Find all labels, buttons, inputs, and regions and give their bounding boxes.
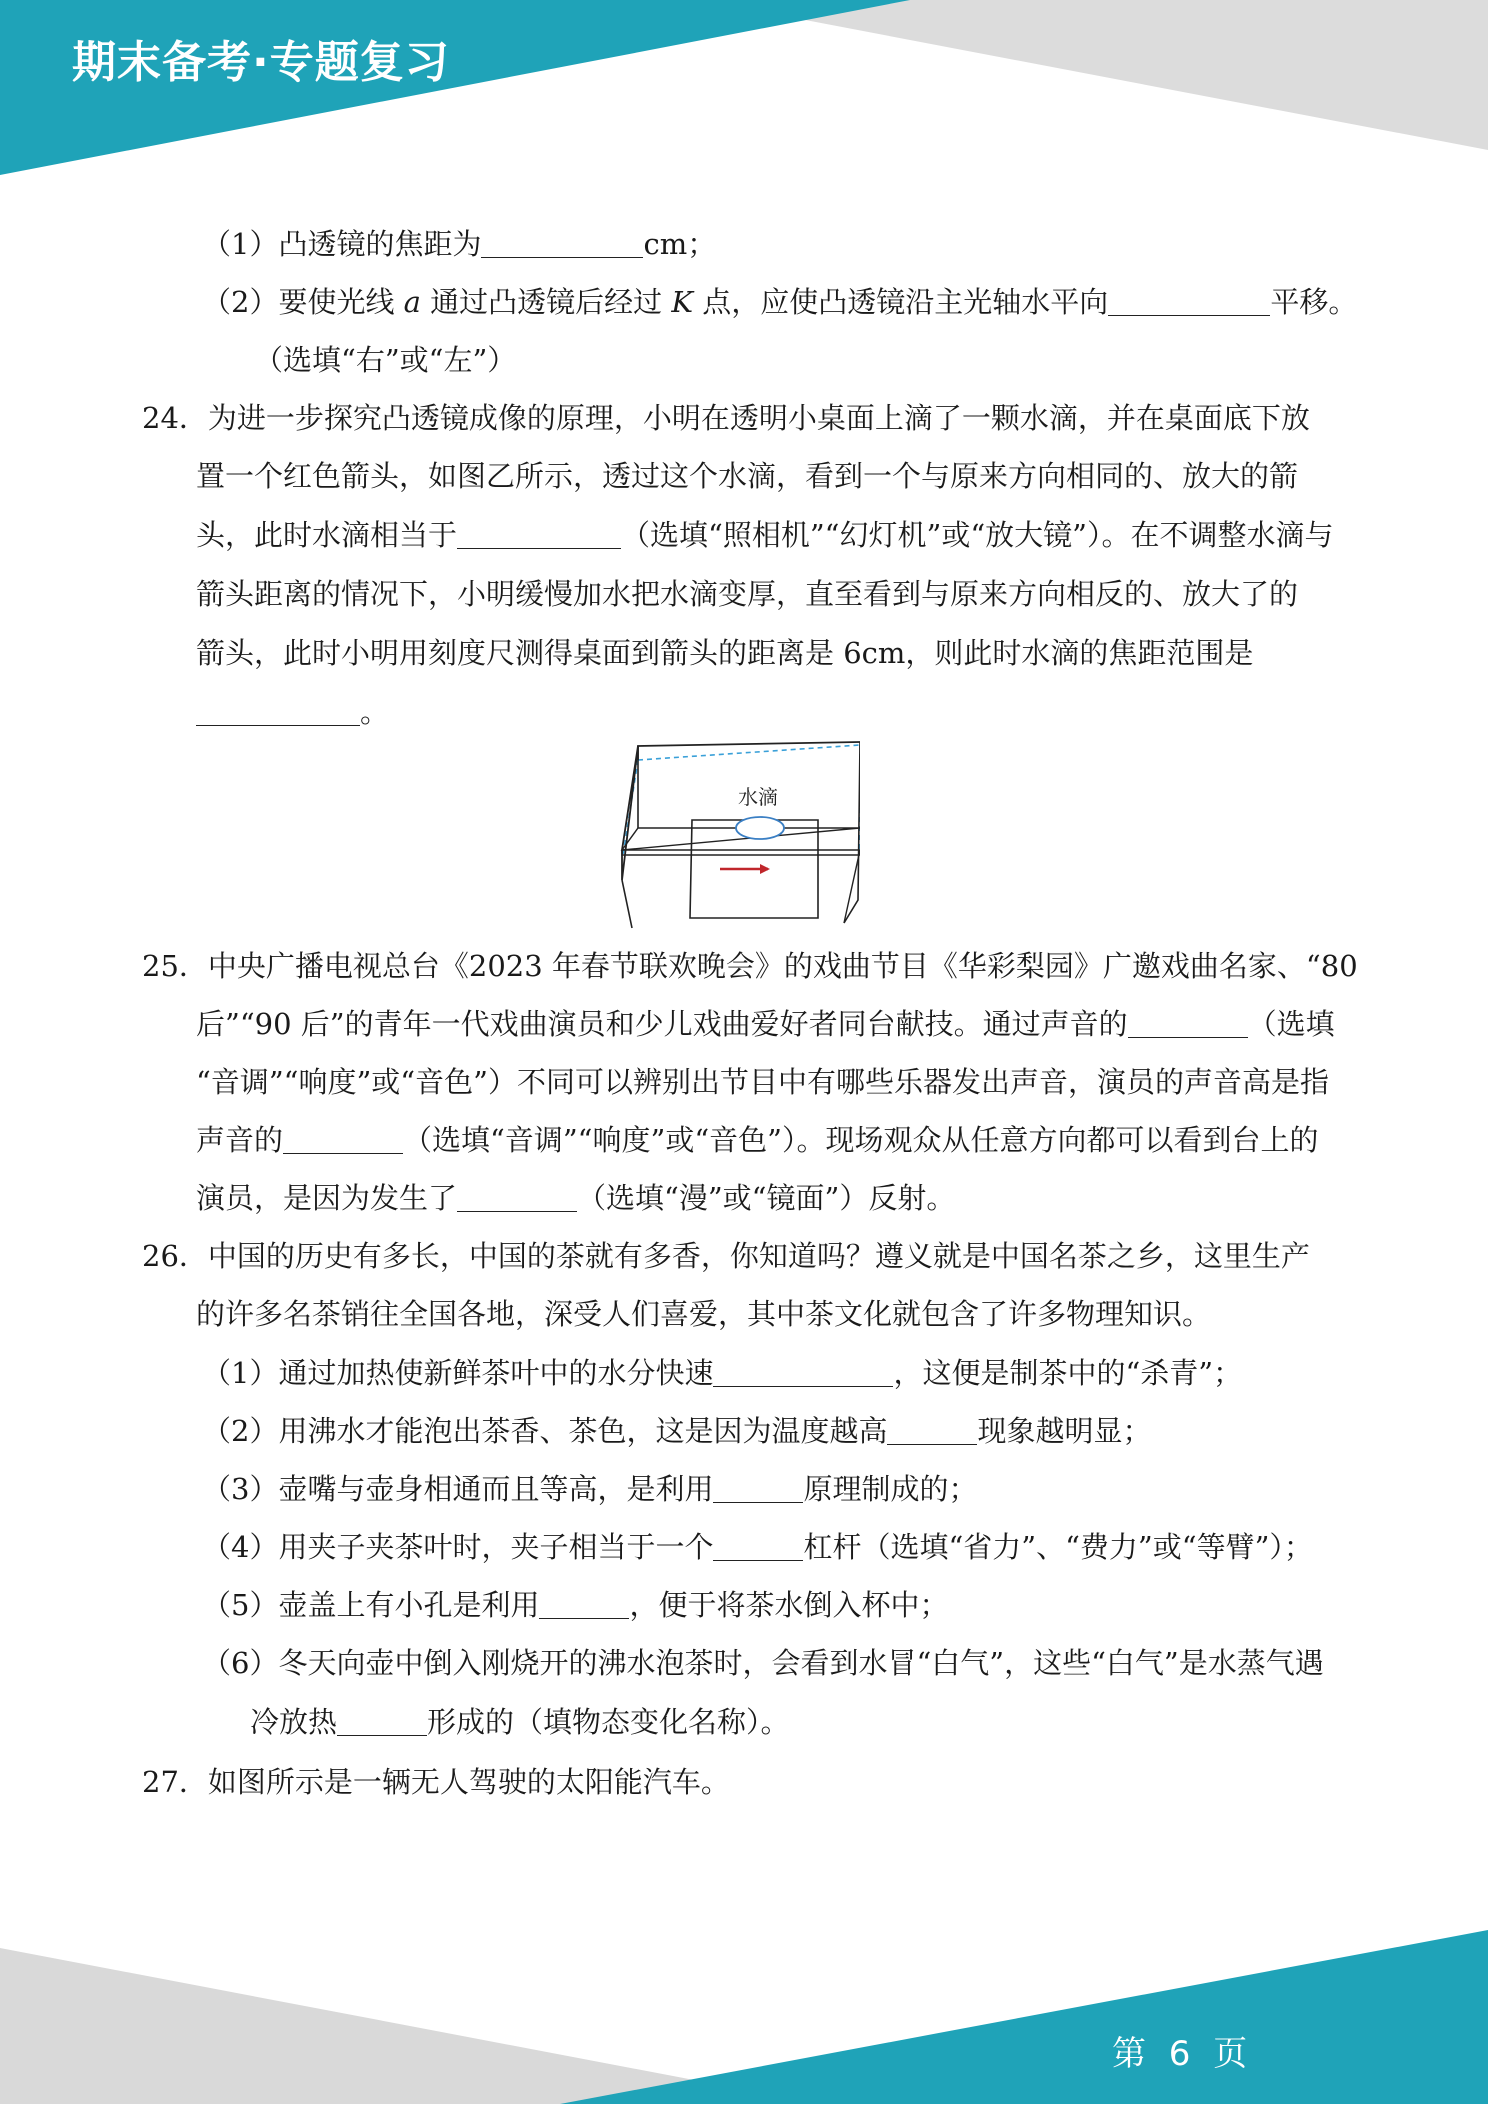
answer-blank[interactable] [713, 1530, 803, 1561]
left-leg [622, 880, 632, 928]
footer-teal-band [560, 1930, 1488, 2104]
q25-line2: 后”“90 后”的青年一代戏曲演员和少儿戏曲爱好者同台献技。通过声音的 （选填 [196, 1007, 1335, 1041]
red-arrow-head [760, 864, 770, 874]
left-side-panel [622, 746, 638, 880]
q26-sub4: （4）用夹子夹茶叶时，夹子相当于一个 杠杆（选填“省力”、“费力”或“等臂”）； [202, 1530, 1313, 1564]
q26-line2: 的许多名茶销往全国各地，深受人们喜爱，其中茶文化就包含了许多物理知识。 [196, 1297, 1212, 1331]
answer-blank[interactable] [887, 1414, 977, 1445]
right-leg [844, 742, 860, 923]
q24-line5: 箭头，此时小明用刻度尺测得桌面到箭头的距离是 6cm，则此时水滴的焦距范围是 [196, 636, 1254, 670]
q24-line3: 头，此时水滴相当于 （选填“照相机”“幻灯机”或“放大镜”）。在不调整水滴与 [196, 518, 1334, 552]
q26-sub3: （3）壶嘴与壶身相通而且等高，是利用 原理制成的； [202, 1472, 978, 1506]
answer-blank[interactable] [283, 1123, 403, 1154]
table-top-outline [638, 742, 860, 760]
q24-line6: 。 [196, 692, 389, 732]
answer-blank[interactable] [539, 1588, 629, 1619]
q23-part2-hint: （选填“右”或“左”） [254, 343, 517, 377]
answer-blank[interactable] [1128, 1007, 1248, 1038]
q27-line1: 27．如图所示是一辆无人驾驶的太阳能汽车。 [142, 1765, 730, 1799]
water-drop-label: 水滴 [738, 787, 778, 809]
answer-blank[interactable] [457, 518, 621, 549]
q25-line4: 声音的 （选填“音调”“响度”或“音色”）。现场观众从任意方向都可以看到台上的 [196, 1123, 1319, 1157]
answer-blank[interactable] [713, 1356, 893, 1387]
q24-line4: 箭头距离的情况下，小明缓慢加水把水滴变厚，直至看到与原来方向相反的、放大了的 [196, 577, 1299, 611]
q24-line2: 置一个红色箭头，如图乙所示，透过这个水滴，看到一个与原来方向相同的、放大的箭 [196, 459, 1299, 493]
q26-sub6-line2: 冷放热 形成的（填物态变化名称）。 [250, 1705, 790, 1739]
q24-line1: 24．为进一步探究凸透镜成像的原理，小明在透明小桌面上滴了一颗水滴，并在桌面底下放 [142, 401, 1310, 435]
answer-blank[interactable] [457, 1181, 577, 1212]
q26-sub6-line1: （6）冬天向壶中倒入刚烧开的沸水泡茶时，会看到水冒“白气”，这些“白气”是水蒸气遇 [202, 1646, 1324, 1680]
page-number: 第 6 页 [1112, 2034, 1254, 2074]
answer-blank[interactable] [1108, 285, 1270, 316]
q25-line1: 25．中央广播电视总台《2023 年春节联欢晚会》的戏曲节目《华彩梨园》广邀戏曲名家、“80 [142, 949, 1358, 983]
table-top-back-edge [638, 745, 860, 760]
water-drop [736, 817, 784, 839]
water-drop-table-figure [620, 740, 860, 930]
answer-blank[interactable] [196, 695, 360, 726]
answer-blank[interactable] [713, 1472, 803, 1503]
q23-part1: （1）凸透镜的焦距为 cm； [202, 227, 717, 261]
q26-line1: 26．中国的历史有多长，中国的茶就有多香，你知道吗？遵义就是中国名茶之乡，这里生产 [142, 1239, 1310, 1273]
table-surface-front [622, 850, 860, 855]
q26-sub2: （2）用沸水才能泡出茶香、茶色，这是因为温度越高 现象越明显； [202, 1414, 1152, 1448]
q25-line5: 演员，是因为发生了 （选填“漫”或“镜面”）反射。 [196, 1181, 956, 1215]
q26-sub5: （5）壶盖上有小孔是利用 ，便于将茶水倒入杯中； [202, 1588, 949, 1622]
answer-blank[interactable] [337, 1705, 427, 1736]
q26-sub1: （1）通过加热使新鲜茶叶中的水分快速 ，这便是制茶中的“杀青”； [202, 1356, 1243, 1390]
q23-part2: （2）要使光线 a 通过凸透镜后经过 K 点，应使凸透镜沿主光轴水平向 平移。 [202, 285, 1358, 319]
q25-line3: “音调”“响度”或“音色”）不同可以辨别出节目中有哪些乐器发出声音，演员的声音高是指 [196, 1065, 1329, 1099]
header-title: 期末备考·专题复习 [72, 37, 450, 88]
answer-blank[interactable] [481, 227, 643, 258]
